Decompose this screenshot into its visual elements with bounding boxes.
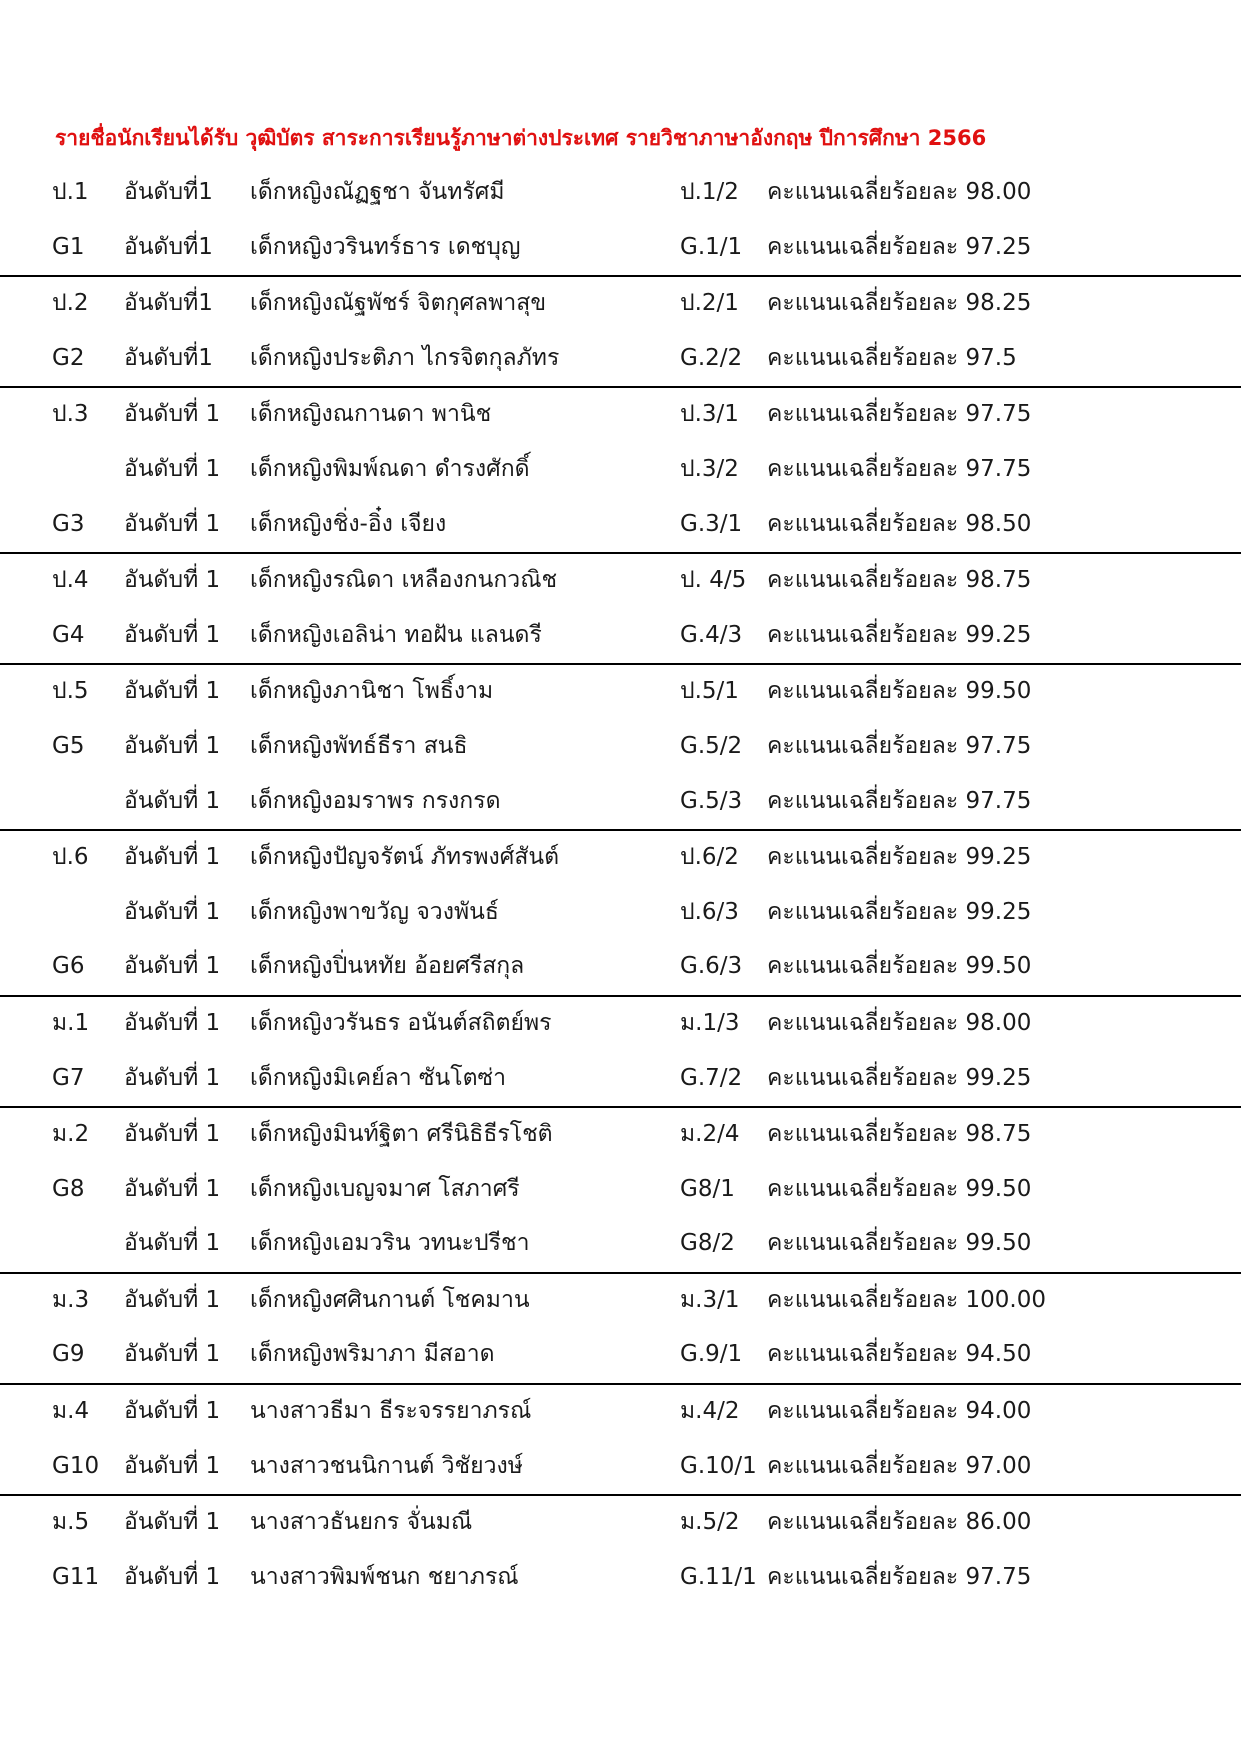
- average-score: คะแนนเฉลี่ยร้อยละ 97.75: [767, 455, 1032, 482]
- average-score: คะแนนเฉลี่ยร้อยละ 94.00: [767, 1398, 1032, 1425]
- average-score: คะแนนเฉลี่ยร้อยละ 98.00: [767, 179, 1032, 205]
- grade-level: G2: [52, 344, 85, 371]
- list-item: [0, 552, 1241, 609]
- class-room: ม.1/3: [680, 1009, 740, 1036]
- class-room: G.5/2: [680, 732, 743, 759]
- grade-level: ป.1: [52, 179, 89, 205]
- average-score: คะแนนเฉลี่ยร้อยละ 98.00: [767, 1009, 1032, 1036]
- class-room: ป.6/3: [680, 898, 739, 925]
- list-item: [0, 166, 1241, 221]
- class-room: G.1/1: [680, 233, 743, 260]
- class-room: G.2/2: [680, 344, 743, 371]
- grade-level: G6: [52, 953, 85, 980]
- student-name: เด็กหญิงพริมาภา มีสอาด: [250, 1341, 495, 1368]
- list-item: [0, 221, 1241, 276]
- list-item: [0, 1217, 1241, 1272]
- class-room: ป.6/2: [680, 844, 739, 871]
- student-name: นางสาวธีมา ธีระจรรยาภรณ์: [250, 1398, 532, 1425]
- class-room: G.6/3: [680, 953, 743, 980]
- average-score: คะแนนเฉลี่ยร้อยละ 94.50: [767, 1341, 1032, 1368]
- student-name: เด็กหญิงณัฐพัชร์ จิตกุศลพาสุข: [250, 290, 547, 317]
- student-name: เด็กหญิงวรันธร อนันต์สถิตย์พร: [250, 1009, 552, 1036]
- average-score: คะแนนเฉลี่ยร้อยละ 100.00: [767, 1286, 1046, 1313]
- student-name: เด็กหญิงณัฏฐชา จันทรัศมี: [250, 179, 505, 205]
- class-room: G.3/1: [680, 510, 743, 537]
- average-score: คะแนนเฉลี่ยร้อยละ 97.75: [767, 401, 1032, 428]
- rank-label: อันดับที่ 1: [124, 455, 221, 482]
- average-score: คะแนนเฉลี่ยร้อยละ 98.25: [767, 290, 1032, 317]
- rank-label: อันดับที่1: [124, 344, 213, 371]
- list-item: [0, 1383, 1241, 1440]
- average-score: คะแนนเฉลี่ยร้อยละ 98.50: [767, 510, 1032, 537]
- student-name: เด็กหญิงรณิดา เหลืองกนกวณิช: [250, 567, 558, 594]
- grade-level: ป.5: [52, 678, 89, 705]
- rank-label: อันดับที่ 1: [124, 567, 221, 594]
- rank-label: อันดับที่ 1: [124, 1175, 221, 1202]
- student-name: เด็กหญิงศศินกานต์ โชคมาน: [250, 1286, 530, 1313]
- average-score: คะแนนเฉลี่ยร้อยละ 99.50: [767, 678, 1032, 705]
- rank-label: อันดับที่ 1: [124, 844, 221, 871]
- grade-level: G8: [52, 1175, 85, 1202]
- student-name: เด็กหญิงอมราพร กรงกรด: [250, 787, 501, 814]
- list-item: [0, 1328, 1241, 1383]
- rank-label: อันดับที่ 1: [124, 1509, 221, 1536]
- student-name: เด็กหญิงปัญจรัตน์ ภัทรพงศ์สันต์: [250, 844, 560, 871]
- grade-level: ป.3: [52, 401, 89, 428]
- student-name: นางสาวชนนิกานต์ วิชัยวงษ์: [250, 1452, 523, 1479]
- average-score: คะแนนเฉลี่ยร้อยละ 97.5: [767, 344, 1017, 371]
- grade-level: ม.3: [52, 1286, 90, 1313]
- class-room: G.5/3: [680, 787, 743, 814]
- rank-label: อันดับที่ 1: [124, 1341, 221, 1368]
- class-room: ป.3/2: [680, 455, 739, 482]
- class-room: ม.2/4: [680, 1121, 740, 1148]
- average-score: คะแนนเฉลี่ยร้อยละ 97.25: [767, 233, 1032, 260]
- rank-label: อันดับที่ 1: [124, 1286, 221, 1313]
- list-item: [0, 332, 1241, 387]
- grade-level: ม.2: [52, 1121, 90, 1148]
- grade-level: ม.1: [52, 1009, 90, 1036]
- rank-label: อันดับที่ 1: [124, 1563, 221, 1590]
- list-item: [0, 995, 1241, 1052]
- student-name: เด็กหญิงประติภา ไกรจิตกุลภัทร: [250, 344, 560, 371]
- class-room: ป.2/1: [680, 290, 739, 317]
- rank-label: อันดับที่ 1: [124, 1230, 221, 1257]
- student-name: เด็กหญิงพิมพ์ณดา ดำรงศักดิ์: [250, 455, 530, 482]
- class-room: ม.4/2: [680, 1398, 740, 1425]
- rank-label: อันดับที่ 1: [124, 953, 221, 980]
- rank-label: อันดับที่ 1: [124, 898, 221, 925]
- rank-label: อันดับที่ 1: [124, 732, 221, 759]
- class-room: ป. 4/5: [680, 567, 747, 594]
- class-room: G.7/2: [680, 1064, 743, 1091]
- average-score: คะแนนเฉลี่ยร้อยละ 86.00: [767, 1509, 1032, 1536]
- average-score: คะแนนเฉลี่ยร้อยละ 97.00: [767, 1452, 1032, 1479]
- average-score: คะแนนเฉลี่ยร้อยละ 99.25: [767, 621, 1032, 648]
- list-item: [0, 886, 1241, 941]
- class-room: ม.5/2: [680, 1509, 740, 1536]
- grade-level: G3: [52, 510, 85, 537]
- student-name: เด็กหญิงเอลิน่า ทอฝัน แลนดรี: [250, 621, 542, 648]
- average-score: คะแนนเฉลี่ยร้อยละ 99.50: [767, 953, 1032, 980]
- student-name: เด็กหญิงมิเคย์ลา ซันโตซ่า: [250, 1064, 507, 1091]
- grade-level: G1: [52, 233, 85, 260]
- average-score: คะแนนเฉลี่ยร้อยละ 99.25: [767, 1064, 1032, 1091]
- list-item: [0, 775, 1241, 830]
- grade-level: G4: [52, 621, 85, 648]
- student-name: เด็กหญิงณกานดา พานิช: [250, 401, 492, 428]
- average-score: คะแนนเฉลี่ยร้อยละ 98.75: [767, 1121, 1032, 1148]
- student-name: เด็กหญิงเบญจมาศ โสภาศรี: [250, 1175, 520, 1202]
- list-item: [0, 1440, 1241, 1495]
- average-score: คะแนนเฉลี่ยร้อยละ 97.75: [767, 1563, 1032, 1590]
- grade-level: G5: [52, 732, 85, 759]
- class-room: G8/2: [680, 1230, 735, 1257]
- average-score: คะแนนเฉลี่ยร้อยละ 99.50: [767, 1230, 1032, 1257]
- student-name: เด็กหญิงพัทธ์ธีรา สนธิ: [250, 732, 468, 759]
- grade-level: G7: [52, 1064, 85, 1091]
- list-item: [0, 443, 1241, 498]
- average-score: คะแนนเฉลี่ยร้อยละ 97.75: [767, 787, 1032, 814]
- list-item: [0, 1106, 1241, 1163]
- class-room: ป.3/1: [680, 401, 739, 428]
- grade-level: ป.4: [52, 567, 89, 594]
- class-room: G.11/1: [680, 1563, 757, 1590]
- list-item: [0, 1272, 1241, 1329]
- grade-level: G9: [52, 1341, 85, 1368]
- rank-label: อันดับที่ 1: [124, 1121, 221, 1148]
- list-item: [0, 1163, 1241, 1218]
- rank-label: อันดับที่ 1: [124, 1452, 221, 1479]
- document-title: รายชื่อนักเรียนได้รับ วุฒิบัตร สาระการเรียนรู้ภาษาต่างประเทศ รายวิชาภาษาอังกฤษ ปีการศึกษา 2566: [55, 126, 987, 150]
- grade-level: G10: [52, 1452, 100, 1479]
- average-score: คะแนนเฉลี่ยร้อยละ 98.75: [767, 567, 1032, 594]
- average-score: คะแนนเฉลี่ยร้อยละ 97.75: [767, 732, 1032, 759]
- average-score: คะแนนเฉลี่ยร้อยละ 99.25: [767, 844, 1032, 871]
- award-list: [0, 166, 1241, 1605]
- student-name: นางสาวธันยกร จั่นมณี: [250, 1509, 473, 1536]
- student-name: เด็กหญิงชิ่ง-อิ๋ง เจียง: [250, 510, 447, 537]
- rank-label: อันดับที่1: [124, 233, 213, 260]
- list-item: [0, 940, 1241, 995]
- class-room: G8/1: [680, 1175, 735, 1202]
- student-name: เด็กหญิงวรินทร์ธาร เดชบุญ: [250, 233, 521, 260]
- list-item: [0, 609, 1241, 664]
- student-name: เด็กหญิงภานิชา โพธิ์งาม: [250, 678, 494, 705]
- list-item: [0, 386, 1241, 443]
- list-item: [0, 1052, 1241, 1107]
- rank-label: อันดับที่ 1: [124, 1064, 221, 1091]
- class-room: G.9/1: [680, 1341, 743, 1368]
- list-item: [0, 1494, 1241, 1551]
- grade-level: ม.5: [52, 1509, 90, 1536]
- list-item: [0, 663, 1241, 720]
- rank-label: อันดับที่ 1: [124, 1398, 221, 1425]
- list-item: [0, 498, 1241, 553]
- grade-level: ป.2: [52, 290, 89, 317]
- student-name: เด็กหญิงมินท์ฐิตา ศรีนิธิธีรโชติ: [250, 1121, 553, 1148]
- average-score: คะแนนเฉลี่ยร้อยละ 99.25: [767, 898, 1032, 925]
- list-item: [0, 829, 1241, 886]
- list-item: [0, 275, 1241, 332]
- rank-label: อันดับที่ 1: [124, 621, 221, 648]
- class-room: G.4/3: [680, 621, 743, 648]
- rank-label: อันดับที่ 1: [124, 510, 221, 537]
- class-room: G.10/1: [680, 1452, 757, 1479]
- rank-label: อันดับที่1: [124, 179, 213, 205]
- student-name: เด็กหญิงเอมวริน วทนะปรีชา: [250, 1230, 530, 1257]
- class-room: ป.1/2: [680, 179, 739, 205]
- student-name: เด็กหญิงพาขวัญ จวงพันธ์: [250, 898, 499, 925]
- rank-label: อันดับที่ 1: [124, 787, 221, 814]
- student-name: เด็กหญิงปิ่นหทัย อ้อยศรีสกุล: [250, 953, 525, 980]
- student-name: นางสาวพิมพ์ชนก ชยาภรณ์: [250, 1563, 519, 1590]
- list-item: [0, 1551, 1241, 1606]
- grade-level: G11: [52, 1563, 100, 1590]
- list-item: [0, 720, 1241, 775]
- rank-label: อันดับที่ 1: [124, 678, 221, 705]
- grade-level: ม.4: [52, 1398, 90, 1425]
- class-room: ป.5/1: [680, 678, 739, 705]
- average-score: คะแนนเฉลี่ยร้อยละ 99.50: [767, 1175, 1032, 1202]
- class-room: ม.3/1: [680, 1286, 740, 1313]
- rank-label: อันดับที่ 1: [124, 1009, 221, 1036]
- rank-label: อันดับที่1: [124, 290, 213, 317]
- grade-level: ป.6: [52, 844, 89, 871]
- rank-label: อันดับที่ 1: [124, 401, 221, 428]
